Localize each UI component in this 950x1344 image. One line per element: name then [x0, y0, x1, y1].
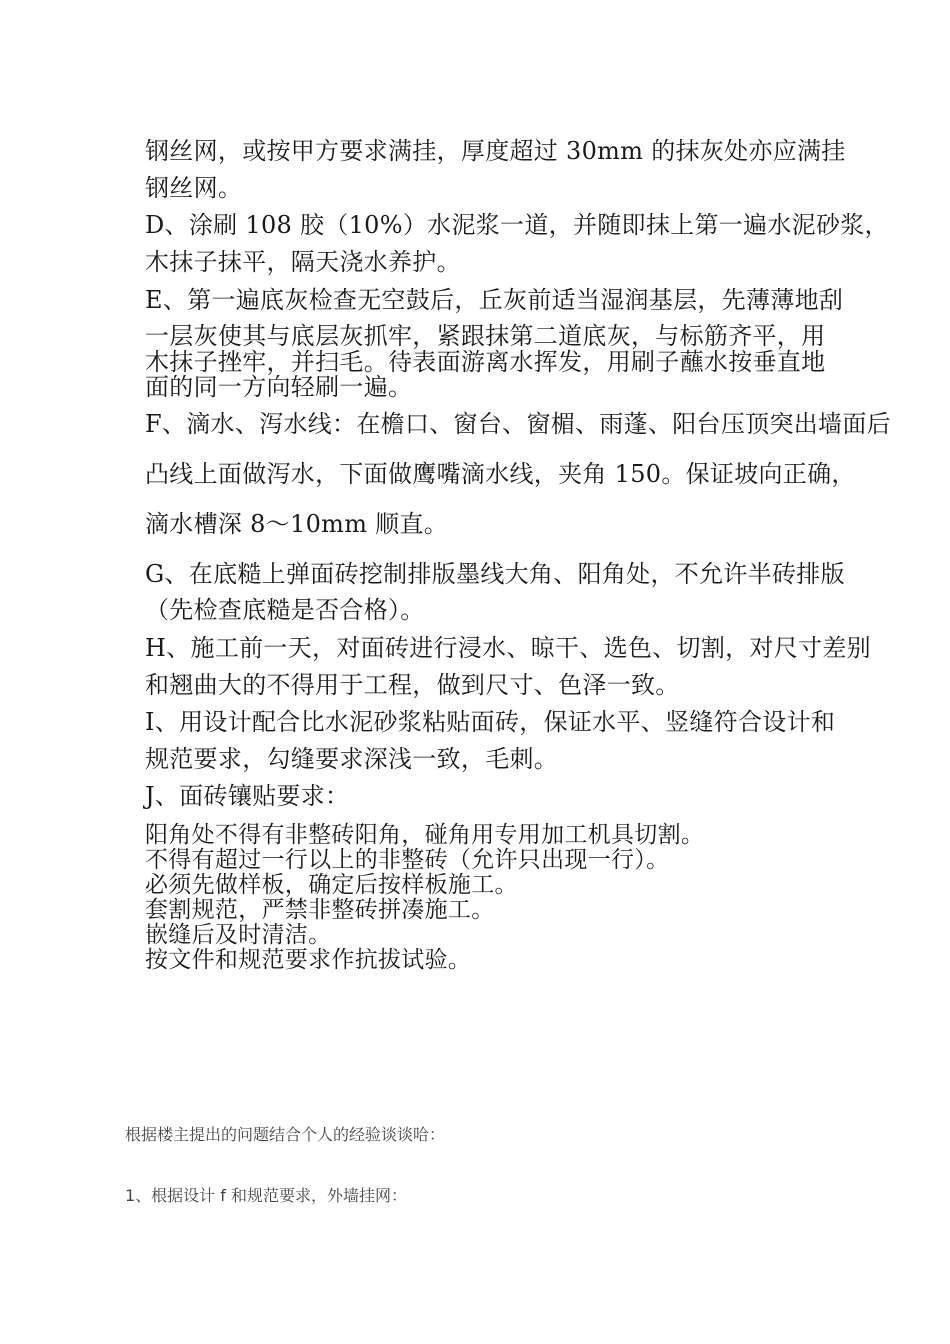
requirement-item: 套割规范，严禁非整砖拼凑施工。 — [145, 897, 495, 923]
paragraph-line: E、第一遍底灰检查无空鼓后，丘灰前适当湿润基层，先薄薄地刮 — [145, 286, 844, 314]
note-line: 根据楼主提出的问题结合个人的经验谈谈哈： — [125, 1125, 446, 1144]
paragraph-line: G、在底糙上弹面砖挖制排版墨线大角、阳角处，不允许半砖排版 — [145, 560, 845, 588]
paragraph-line: 滴水槽深 8～10mm 顺直。 — [145, 510, 449, 538]
note-line: 1、根据设计 f 和规范要求，外墙挂网： — [125, 1186, 407, 1205]
paragraph-line: （先检查底糙是否合格）。 — [145, 596, 425, 624]
paragraph-line: 凸线上面做泻水，下面做鹰嘴滴水线，夹角 150。保证坡向正确， — [145, 460, 856, 488]
paragraph-line: 木抹子抹平，隔天浇水养护。 — [145, 248, 461, 276]
paragraph-line: 木抹子挫牢，并扫毛。待表面游离水挥发，用刷子蘸水按垂直地 — [145, 348, 826, 376]
requirement-item: 不得有超过一行以上的非整砖（允许只出现一行）。 — [145, 847, 670, 873]
paragraph-line: 钢丝网，或按甲方要求满挂，厚度超过 30mm 的抹灰处亦应满挂 — [145, 137, 846, 165]
paragraph-line: I、用设计配合比水泥砂浆粘贴面砖，保证水平、竖缝符合设计和 — [145, 708, 836, 736]
paragraph-line: F、滴水、泻水线：在檐口、窗台、窗楣、雨蓬、阳台压顶突出墙面后 — [145, 410, 891, 438]
paragraph-line: 规范要求，勾缝要求深浅一致，毛刺。 — [145, 745, 559, 773]
section-heading: J、面砖镶贴要求： — [145, 782, 350, 810]
requirement-item: 按文件和规范要求作抗拔试验。 — [145, 947, 472, 973]
paragraph-line: 一层灰使其与底层灰抓牢，紧跟抹第二道底灰，与标筋齐平，用 — [145, 322, 826, 350]
paragraph-line: 和翘曲大的不得用于工程，做到尺寸、色泽一致。 — [145, 671, 680, 699]
requirement-item: 阳角处不得有非整砖阳角，碰角用专用加工机具切割。 — [145, 822, 705, 848]
requirement-item: 嵌缝后及时清洁。 — [145, 922, 332, 948]
requirement-item: 必须先做样板，确定后按样板施工。 — [145, 872, 518, 898]
paragraph-line: D、涂刷 108 胶（10%）水泥浆一道，并随即抹上第一遍水泥砂浆， — [145, 211, 889, 239]
paragraph-line: 钢丝网。 — [145, 174, 243, 202]
paragraph-line: 面的同一方向轻刷一遍。 — [145, 373, 413, 401]
paragraph-line: H、施工前一天，对面砖进行浸水、晾干、选色、切割，对尺寸差别 — [145, 634, 871, 662]
